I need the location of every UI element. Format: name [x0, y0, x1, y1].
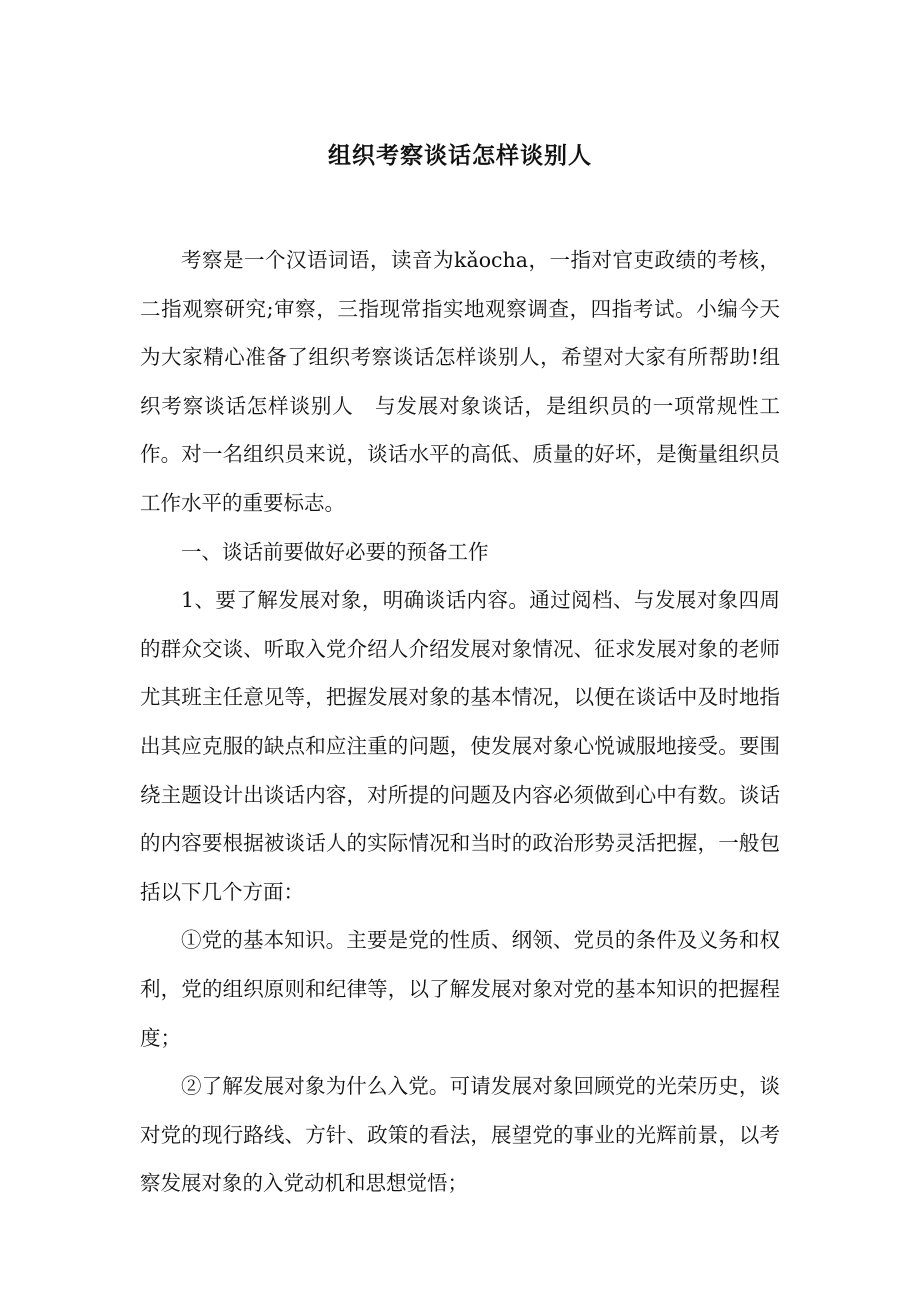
item-2-paragraph: ②了解发展对象为什么入党。可请发展对象回顾党的光荣历史，谈对党的现行路线、方针、政策的看法，展望党的事业的光辉前景，以考察发展对象的入党动机和思想觉悟；	[140, 1074, 780, 1196]
section-heading: 一、谈话前要做好必要的预备工作	[181, 539, 489, 564]
document-title: 组织考察谈话怎样谈别人	[328, 142, 592, 169]
intro-paragraph: 考察是一个汉语词语，读音为kǎocha，一指对官吏政绩的考核，二指观察研究;审察，三指现常指实地观察调查，四指考试。小编今天为大家精心准备了组织考察谈话怎样谈别人，希望对大家有所帮助!组织考察谈话怎样谈别人 与发展对象谈话，是组织员的一项常规性工作。对一名组织员来说，谈话水平的高低、质量的好坏，是衡量组织员工作水平的重要标志。	[140, 248, 780, 515]
item-1-paragraph: ①党的基本知识。主要是党的性质、纲领、党员的条件及义务和权利，党的组织原则和纪律等，以了解发展对象对党的基本知识的把握程度；	[140, 928, 780, 1050]
point-1-paragraph: 1、要了解发展对象，明确谈话内容。通过阅档、与发展对象四周的群众交谈、听取入党介绍人介绍发展对象情况、征求发展对象的老师尤其班主任意见等，把握发展对象的基本情况，以便在谈话中及时地指出其应克服的缺点和应注重的问题，使发展对象心悦诚服地接受。要围绕主题设计出谈话内容，对所提的问题及内容必须做到心中有数。谈话的内容要根据被谈话人的实际情况和当时的政治形势灵活把握，一般包括以下几个方面：	[140, 588, 780, 904]
document-body	[140, 236, 780, 1208]
